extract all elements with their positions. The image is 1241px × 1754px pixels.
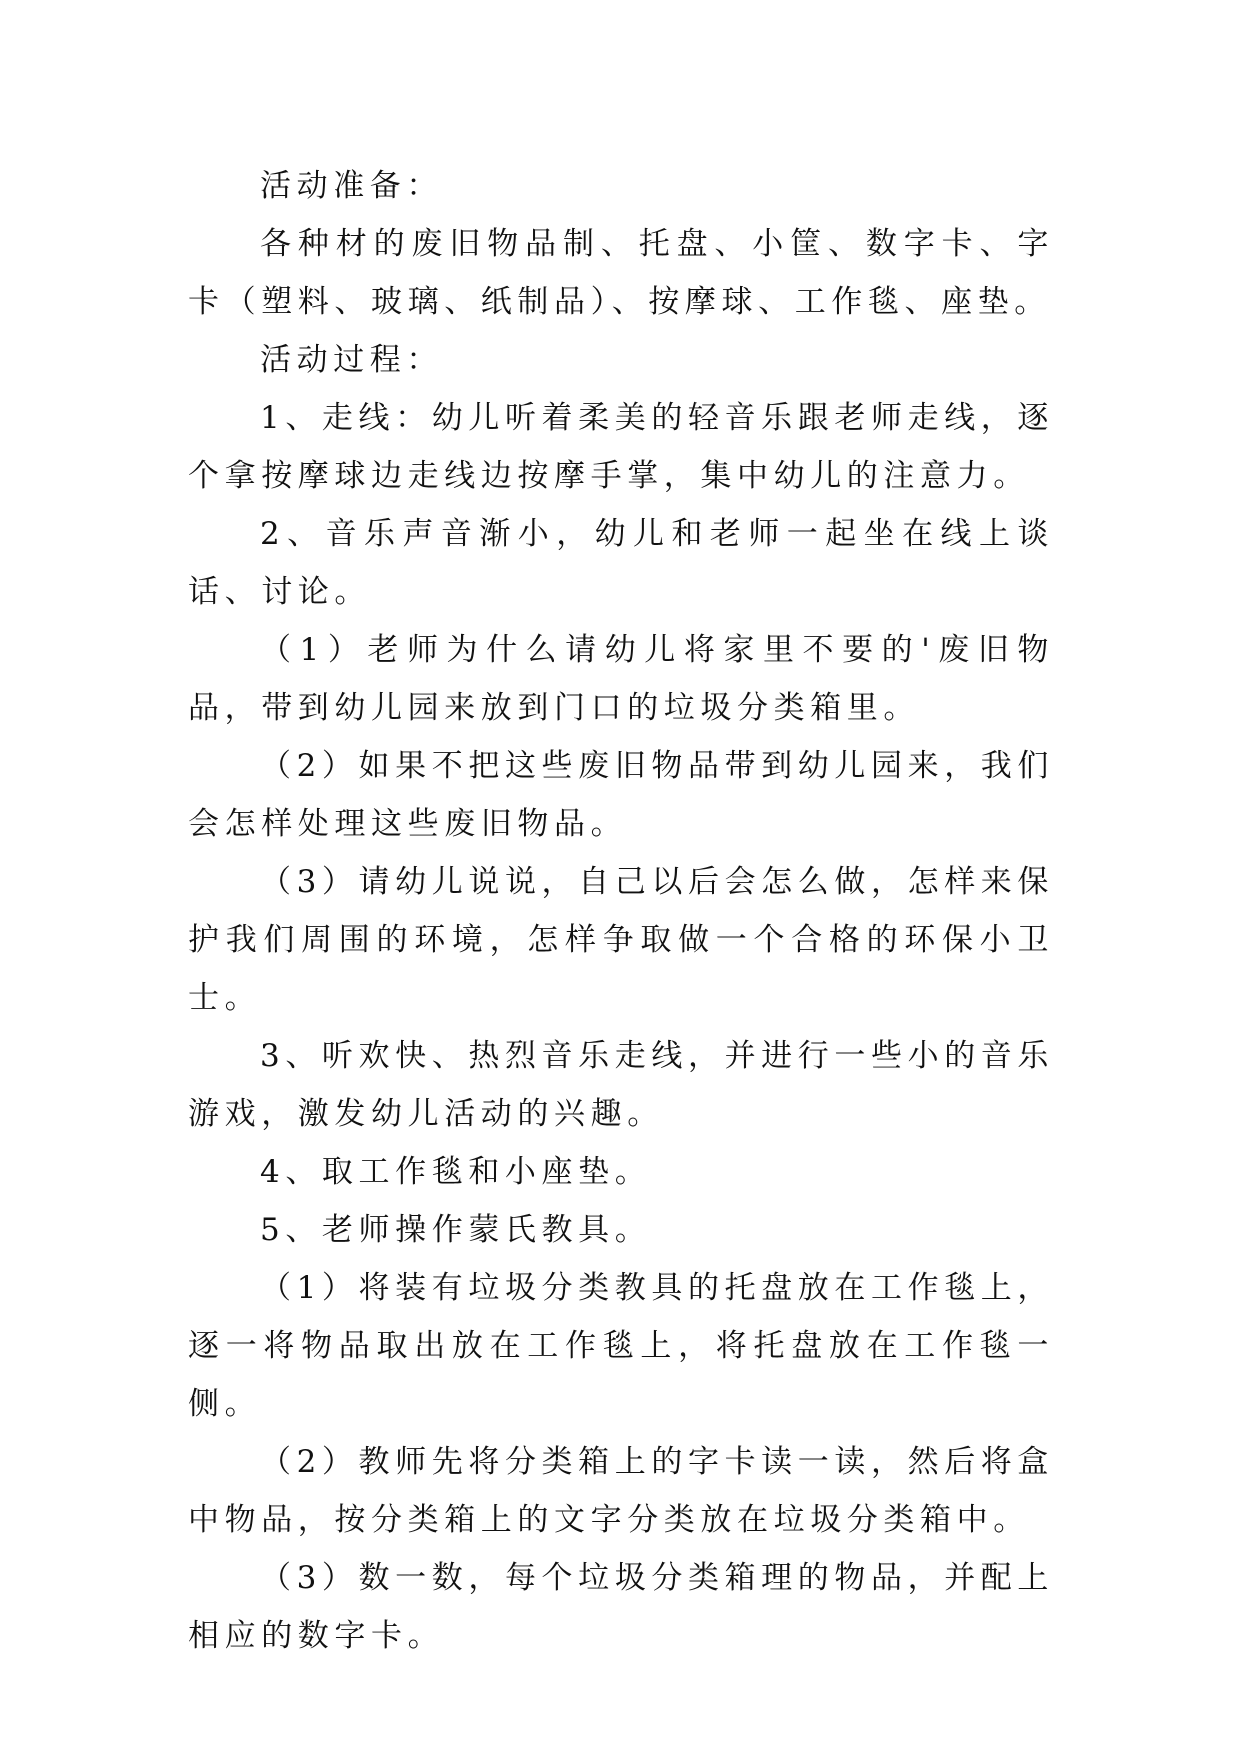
heading-process: 活动过程： bbox=[260, 342, 443, 378]
step-2-item-1: （1）老师为什么请幼儿将家里不要的'废旧物品，带到幼儿园来放到门口的垃圾分类箱里。 bbox=[188, 632, 1054, 726]
step-2-item-2: （2）如果不把这些废旧物品带到幼儿园来，我们会怎样处理这些废旧物品。 bbox=[188, 748, 1054, 842]
heading-preparation: 活动准备： bbox=[260, 168, 443, 204]
step-3-music-game: 3、听欢快、热烈音乐走线，并进行一些小的音乐游戏，激发幼儿活动的兴趣。 bbox=[188, 1038, 1054, 1132]
step-5-item-2: （2）教师先将分类箱上的字卡读一读，然后将盒中物品，按分类箱上的文字分类放在垃圾分类箱中。 bbox=[188, 1444, 1054, 1538]
preparation-materials: 各种材的废旧物品制、托盘、小筐、数字卡、字卡（塑料、玻璃、纸制品）、按摩球、工作毯、座垫。 bbox=[188, 226, 1054, 320]
step-2-discussion: 2、音乐声音渐小，幼儿和老师一起坐在线上谈话、讨论。 bbox=[188, 516, 1054, 610]
step-1-walk-line: 1、走线：幼儿听着柔美的轻音乐跟老师走线，逐个拿按摩球边走线边按摩手掌，集中幼儿的注意力。 bbox=[188, 400, 1054, 494]
step-5-teacher-demo: 5、老师操作蒙氏教具。 bbox=[260, 1212, 652, 1248]
document-body bbox=[188, 157, 1054, 1665]
step-4-get-mats: 4、取工作毯和小座垫。 bbox=[260, 1154, 652, 1190]
step-2-item-3: （3）请幼儿说说，自己以后会怎么做，怎样来保护我们周围的环境，怎样争取做一个合格的环保小卫士。 bbox=[188, 864, 1054, 1016]
step-5-item-1: （1）将装有垃圾分类教具的托盘放在工作毯上，逐一将物品取出放在工作毯上，将托盘放在工作毯一侧。 bbox=[188, 1270, 1054, 1422]
step-5-item-3: （3）数一数，每个垃圾分类箱理的物品，并配上相应的数字卡。 bbox=[188, 1560, 1054, 1654]
